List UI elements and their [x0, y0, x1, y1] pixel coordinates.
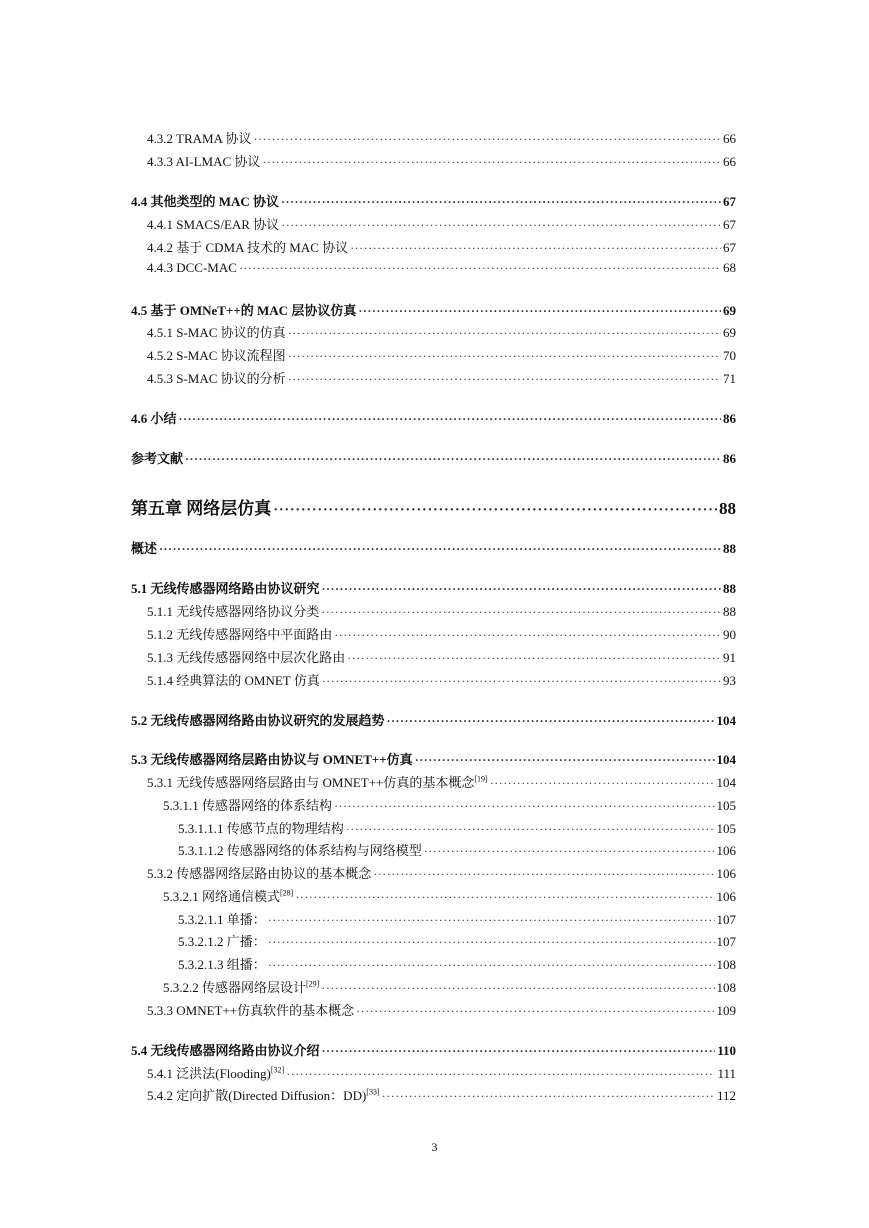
leader-dots: [268, 935, 715, 950]
toc-entry: [0, 408, 869, 427]
leader-dots: [295, 890, 714, 905]
leader-dots: [334, 628, 721, 643]
toc-entry-page: 108: [716, 957, 736, 972]
toc-entry-page: 67: [723, 240, 736, 255]
toc-entry-page: 105: [716, 821, 736, 836]
toc-entry-label: 5.3.2 传感器网络层路由协议的基本概念: [147, 866, 372, 881]
leader-dots: [321, 605, 721, 620]
leader-dots: [268, 913, 715, 928]
toc-entry-label-wrap: [163, 977, 319, 996]
toc-entry-label-wrap: [147, 772, 488, 791]
leader-dots: [350, 241, 721, 256]
toc-entry-label: 4.5.2 S-MAC 协议流程图: [147, 348, 286, 363]
toc-entry-page: 70: [723, 348, 736, 363]
toc-entry-label: 5.3.1.1.2 传感器网络的体系结构与网络模型: [178, 843, 422, 858]
toc-entry: [0, 151, 869, 170]
leader-dots: [387, 714, 715, 729]
toc-entry-page: 88: [719, 499, 736, 518]
toc-entry-page: 104: [716, 713, 736, 728]
leader-dots: [322, 1044, 716, 1059]
toc-chapter-entry: [0, 494, 869, 519]
toc-entry-page: 106: [716, 843, 736, 858]
leader-dots: [288, 349, 721, 364]
toc-entry: [0, 368, 869, 387]
toc-entry-label: 4.6 小结: [131, 411, 177, 426]
toc-entry: [0, 1063, 869, 1082]
citation-ref: [33]: [366, 1087, 380, 1097]
toc-entry-label-wrap: [147, 1085, 380, 1104]
toc-entry-page: 93: [723, 673, 736, 688]
toc-entry: [0, 300, 869, 319]
toc-entry-label: 5.3.1.1.1 传感节点的物理结构: [178, 821, 344, 836]
toc-entry: [0, 1000, 869, 1019]
leader-dots: [490, 776, 715, 791]
toc-entry: [0, 670, 869, 689]
toc-entry-label: 4.4.2 基于 CDMA 技术的 MAC 协议: [147, 240, 349, 255]
toc-entry-page: 110: [717, 1043, 736, 1058]
toc-entry-label: 5.3.2.1 网络通信模式: [163, 889, 281, 904]
toc-entry: [0, 601, 869, 620]
toc-entry: [0, 909, 869, 928]
leader-dots: [358, 304, 721, 319]
toc-entry-page: 106: [716, 866, 736, 881]
leader-dots: [185, 452, 721, 467]
toc-entry: [0, 538, 869, 557]
toc-entry: [0, 448, 869, 467]
leader-dots: [334, 799, 714, 814]
toc-entry: [0, 954, 869, 973]
leader-dots: [254, 132, 722, 147]
toc-entry-page: 109: [716, 1003, 736, 1018]
toc-entry-page: 112: [716, 1088, 736, 1103]
toc-entry-page: 88: [723, 581, 736, 596]
leader-dots: [322, 582, 721, 597]
toc-entry-label: 概述: [131, 541, 158, 556]
toc-entry: [0, 128, 869, 147]
toc-entry-page: 88: [723, 604, 736, 619]
leader-dots: [288, 372, 721, 387]
leader-dots: [288, 326, 721, 341]
toc-entry-label: 5.1.2 无线传感器网络中平面路由: [147, 627, 333, 642]
toc-entry-page: 90: [723, 627, 736, 642]
leader-dots: [273, 502, 717, 519]
toc-entry-page: 107: [716, 912, 736, 927]
toc-entry-label: 4.5.3 S-MAC 协议的分析: [147, 371, 286, 386]
toc-entry: [0, 710, 869, 729]
toc-entry-page: 111: [717, 1066, 736, 1081]
leader-dots: [373, 867, 714, 882]
toc-entry-label: 5.3.3 OMNET++仿真软件的基本概念: [147, 1003, 355, 1018]
toc-entry-label: 5.1.1 无线传感器网络协议分类: [147, 604, 320, 619]
leader-dots: [356, 1004, 714, 1019]
toc-entry-page: 67: [723, 217, 736, 232]
toc-entry-label: 4.4.1 SMACS/EAR 协议: [147, 217, 280, 232]
leader-dots: [262, 155, 721, 170]
toc-entry: [0, 1085, 869, 1104]
leader-dots: [322, 674, 721, 689]
leader-dots: [415, 753, 715, 768]
toc-entry-label: 5.1.3 无线传感器网络中层次化路由: [147, 650, 346, 665]
toc-entry: [0, 772, 869, 791]
toc-entry: [0, 237, 869, 256]
leader-dots: [268, 958, 715, 973]
toc-entry-label: 5.3.2.1.3 组播：: [178, 957, 266, 972]
toc-entry: [0, 931, 869, 950]
toc-entry-label: 5.1.4 经典算法的 OMNET 仿真: [147, 673, 320, 688]
leader-dots: [424, 844, 715, 859]
toc-entry-label: 5.3 无线传感器网络层路由协议与 OMNET++仿真: [131, 752, 413, 767]
citation-ref: [19]: [474, 774, 488, 784]
citation-ref: [32]: [270, 1065, 285, 1075]
leader-dots: [179, 412, 721, 427]
toc-entry-label: 5.4.2 定向扩散(Directed Diffusion：DD): [147, 1088, 367, 1103]
toc-entry: [0, 749, 869, 768]
leader-dots: [382, 1089, 715, 1104]
toc-entry-label: 4.4 其他类型的 MAC 协议: [131, 194, 280, 209]
toc-entry: [0, 818, 869, 837]
toc-entry-label: 4.3.2 TRAMA 协议: [147, 131, 252, 146]
toc-entry-page: 86: [723, 451, 736, 466]
toc-entry-page: 67: [723, 194, 736, 209]
toc-entry-label: 5.3.1.1 传感器网络的体系结构: [163, 798, 333, 813]
toc-entry-label: 4.3.3 AI-LMAC 协议: [147, 154, 261, 169]
toc-entry: [0, 322, 869, 341]
leader-dots: [346, 822, 715, 837]
toc-entry-label-wrap: [147, 1063, 284, 1082]
toc-entry-page: 68: [723, 260, 736, 275]
toc-entry-label: 4.5.1 S-MAC 协议的仿真: [147, 325, 286, 340]
toc-entry-label: 5.3.2.2 传感器网络层设计: [163, 980, 307, 995]
toc-entry-page: 105: [716, 798, 736, 813]
leader-dots: [321, 981, 714, 996]
toc-entry-page: 69: [723, 303, 736, 318]
citation-ref: [28]: [280, 888, 294, 898]
toc-entry-label: 4.5 基于 OMNeT++的 MAC 层协议仿真: [131, 303, 357, 318]
leader-dots: [159, 542, 721, 557]
leader-dots: [281, 218, 721, 233]
toc-entry-page: 106: [716, 889, 736, 904]
leader-dots: [239, 261, 721, 276]
toc-entry-label: 5.3.2.1.2 广播：: [178, 934, 266, 949]
toc-entry-page: 66: [723, 154, 736, 169]
toc-entry: [0, 647, 869, 666]
toc-entry: [0, 1040, 869, 1059]
toc-entry-label-wrap: [163, 886, 293, 905]
toc-entry: [0, 260, 869, 276]
toc-entry-page: 104: [716, 752, 736, 767]
toc-entry-label: 5.2 无线传感器网络路由协议研究的发展趋势: [131, 713, 385, 728]
toc-entry: [0, 795, 869, 814]
toc-entry: [0, 345, 869, 364]
leader-dots: [286, 1067, 715, 1082]
toc-entry-label: 4.4.3 DCC-MAC: [147, 260, 237, 275]
toc-entry: [0, 214, 869, 233]
toc-entry: [0, 863, 869, 882]
toc-entry: [0, 578, 869, 597]
citation-ref: [29]: [306, 979, 320, 989]
toc-entry: [0, 977, 869, 996]
toc-entry-page: 71: [723, 371, 736, 386]
toc-entry-page: 69: [723, 325, 736, 340]
toc-entry-label: 参考文献: [131, 451, 184, 466]
toc-entry: [0, 624, 869, 643]
toc-entry: [0, 886, 869, 905]
toc-entry-label: 第五章 网络层仿真: [131, 499, 272, 518]
toc-entry: [0, 840, 869, 859]
toc-entry-page: 91: [723, 650, 736, 665]
toc-entry-page: 86: [723, 411, 736, 426]
leader-dots: [281, 195, 721, 210]
toc-entry-label: 5.1 无线传感器网络路由协议研究: [131, 581, 320, 596]
toc-entry-page: 66: [723, 131, 736, 146]
toc-entry-page: 108: [716, 980, 736, 995]
toc-entry-label: 5.3.2.1.1 单播：: [178, 912, 266, 927]
page-number: 3: [431, 1140, 438, 1154]
toc-entry: [0, 191, 869, 210]
leader-dots: [347, 651, 721, 666]
toc-entry-label: 5.4 无线传感器网络路由协议介绍: [131, 1043, 320, 1058]
toc-entry-label: 5.4.1 泛洪法(Flooding): [147, 1066, 271, 1081]
toc-entry-label: 5.3.1 无线传感器网络层路由与 OMNET++仿真的基本概念: [147, 775, 475, 790]
toc-entry-page: 88: [723, 541, 736, 556]
toc-entry-page: 107: [716, 934, 736, 949]
toc-entry-page: 104: [716, 775, 736, 790]
